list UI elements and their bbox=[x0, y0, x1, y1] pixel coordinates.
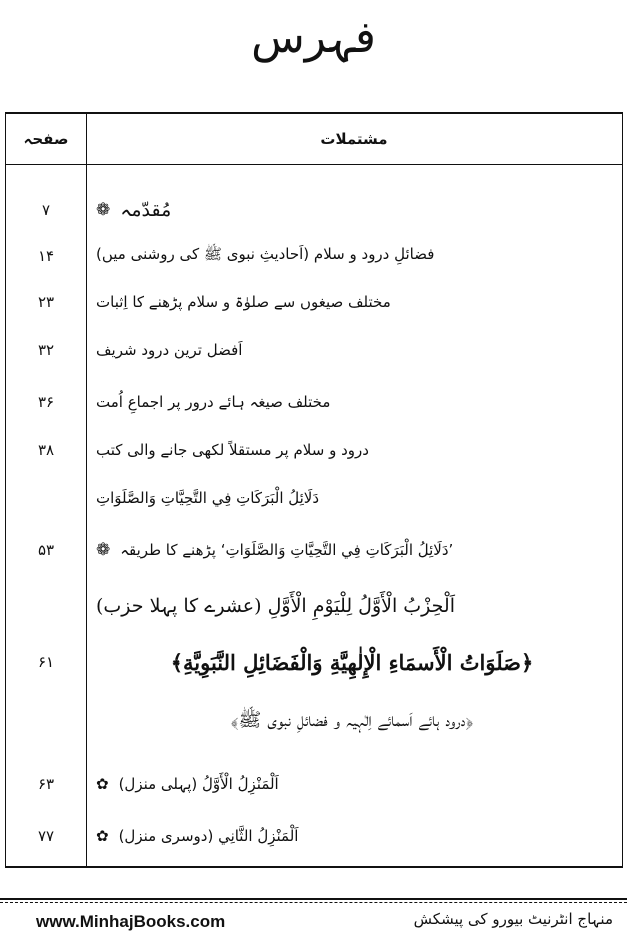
entry-title: اَلْمَنْزِلُ الْأَوَّلُ (پہلی منزل) bbox=[118, 775, 279, 793]
flower-bullet-icon: ❁ bbox=[96, 540, 111, 560]
header-content-column: مشتملات bbox=[320, 130, 388, 148]
entry-title: ’دَلَائِلُ الْبَرَكَاتِ فِي التَّحِيَّاتِ وَالصَّلَوَاتِ‘ پڑھنے کا طریقہ bbox=[120, 541, 454, 559]
header-divider bbox=[6, 164, 622, 165]
website-link[interactable]: www.MinhajBooks.com bbox=[36, 912, 226, 931]
flower-bullet-icon: ✿ bbox=[96, 775, 109, 793]
page-number: ۳۲ bbox=[37, 341, 55, 359]
page-number bbox=[6, 480, 86, 516]
toc-row[interactable] bbox=[6, 532, 622, 568]
toc-row[interactable] bbox=[6, 432, 622, 468]
toc-row[interactable] bbox=[6, 332, 622, 368]
toc-table bbox=[5, 112, 623, 868]
toc-row[interactable] bbox=[6, 284, 622, 320]
page-number: ۵۳ bbox=[37, 541, 55, 559]
entry-title: دَلَائِلُ الْبَرَكَاتِ فِي التَّحِيَّاتِ وَالصَّلَوَاتِ bbox=[96, 489, 320, 507]
entry-title: درود و سلام پر مستقلاً لکھی جانے والی کتب bbox=[96, 441, 369, 459]
page-number: ۲۳ bbox=[37, 293, 55, 311]
entry-title: اَلْمَنْزِلُ الثَّانِي (دوسری منزل) bbox=[118, 827, 299, 845]
footer-credit: منہاج انٹرنیٹ بیورو کی پیشکش bbox=[413, 910, 613, 928]
entry-title: مختلف صیغہ ہائے درور پر اجماعِ اُمت bbox=[96, 393, 331, 411]
page-number bbox=[6, 704, 86, 740]
toc-row[interactable] bbox=[6, 818, 622, 854]
entry-title: مُقدّمہ bbox=[120, 199, 172, 221]
toc-row[interactable] bbox=[6, 192, 622, 228]
toc-row[interactable] bbox=[6, 588, 622, 624]
page-number: ۷۷ bbox=[37, 827, 55, 845]
entry-title: ﴿صَلَوَاتُ الْأَسمَاءِ الْإِلٰهِيَّةِ وَالْفَضَائِلِ النَّبَوِيَّةِ﴾ bbox=[170, 649, 534, 675]
toc-row[interactable] bbox=[6, 384, 622, 420]
page-number: ۳۶ bbox=[37, 393, 55, 411]
page-number: ۶۳ bbox=[37, 775, 55, 793]
entry-title: فضائلِ درود و سلام (اَحادیثِ نبوی ﷺ کی روشنی میں) bbox=[96, 245, 435, 263]
page-title: فہرس bbox=[251, 12, 376, 63]
toc-row[interactable] bbox=[6, 238, 622, 274]
page-number: ۳۸ bbox=[37, 441, 55, 459]
footer-dashed-divider bbox=[0, 902, 627, 903]
toc-row[interactable] bbox=[6, 644, 622, 680]
page-number: ۷ bbox=[41, 201, 51, 219]
entry-title: اَلْحِزْبُ الْأَوَّلُ لِلْيَوْمِ الْأَوَّلِ (عشرے کا پہلا حزب) bbox=[96, 595, 455, 617]
toc-row[interactable] bbox=[6, 766, 622, 802]
toc-row[interactable] bbox=[6, 704, 622, 740]
flower-bullet-icon: ✿ bbox=[96, 827, 109, 845]
page-number bbox=[6, 588, 86, 624]
entry-title: ﴿درود ہائے اَسمائے اِلٰہیہ و فضائلِ نبوی ﷺ﴾ bbox=[230, 709, 474, 731]
toc-row[interactable] bbox=[6, 480, 622, 516]
footer-divider bbox=[0, 898, 627, 900]
header-page-column: صفحہ bbox=[23, 130, 69, 148]
page-number: ۱۴ bbox=[37, 247, 55, 265]
entry-title: مختلف صیغوں سے صلوٰۃ و سلام پڑھنے کا اِثبات bbox=[96, 293, 391, 311]
entry-title: اَفضل ترین درود شریف bbox=[96, 341, 243, 359]
page-number: ۶۱ bbox=[37, 653, 55, 671]
flower-bullet-icon: ❁ bbox=[96, 200, 111, 220]
